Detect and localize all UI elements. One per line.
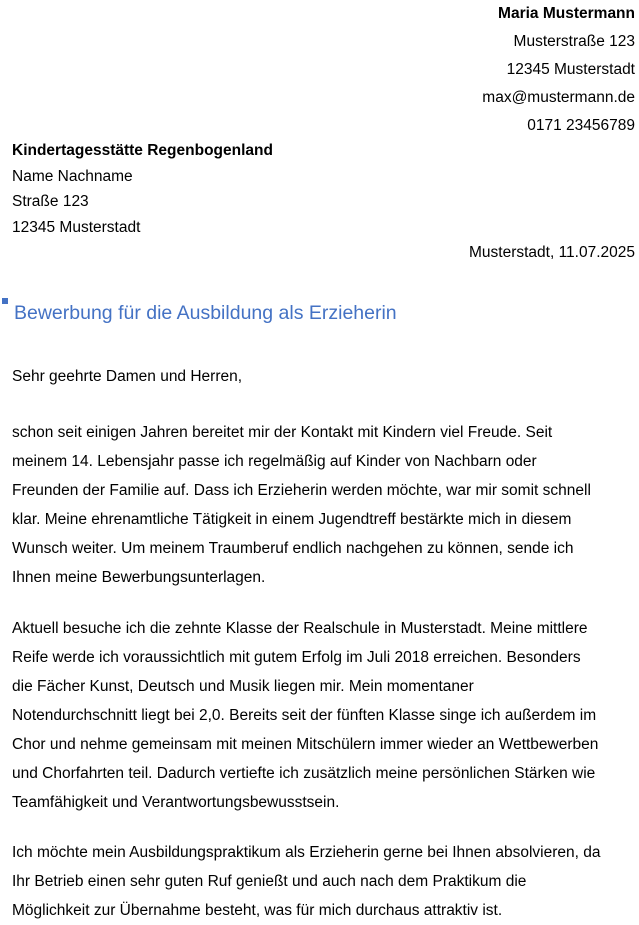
- paragraph-line: meinem 14. Lebensjahr passe ich regelmäßig auf Kinder von Nachbarn oder: [12, 453, 537, 470]
- paragraph-1: [12, 418, 638, 592]
- letter-subject: Bewerbung für die Ausbildung als Erzieherin: [14, 302, 397, 324]
- sender-name: Maria Mustermann: [498, 5, 635, 22]
- paragraph-line: Ihr Betrieb einen sehr guten Ruf genießt und auch nach dem Praktikum die: [12, 873, 527, 890]
- paragraph-line: klar. Meine ehrenamtliche Tätigkeit in einem Jugendtreff bestärkte mich in diesem: [12, 511, 572, 528]
- paragraph-line: Teamfähigkeit und Verantwortungsbewusstsein.: [12, 794, 340, 811]
- sender-phone: 0171 23456789: [527, 117, 635, 134]
- sender-city: 12345 Musterstadt: [506, 61, 635, 78]
- salutation: Sehr geehrte Damen und Herren,: [12, 368, 243, 385]
- paragraph-line: Ich möchte mein Ausbildungspraktikum als Erzieherin gerne bei Ihnen absolvieren, da: [12, 844, 601, 861]
- recipient-street: Straße 123: [12, 193, 89, 210]
- sender-email: max@mustermann.de: [482, 89, 635, 106]
- paragraph-line: schon seit einigen Jahren bereitet mir der Kontakt mit Kindern viel Freude. Seit: [12, 424, 553, 441]
- heading-marker: [2, 298, 8, 304]
- paragraph-line: Reife werde ich voraussichtlich mit gutem Erfolg im Juli 2018 erreichen. Besonders: [12, 649, 581, 666]
- paragraph-line: die Fächer Kunst, Deutsch und Musik liegen mir. Mein momentaner: [12, 678, 474, 695]
- recipient-city: 12345 Musterstadt: [12, 218, 141, 236]
- paragraph-line: Möglichkeit zur Übernahme besteht, was für mich durchaus attraktiv ist.: [12, 902, 503, 919]
- paragraph-3: [12, 838, 638, 925]
- paragraph-2: [12, 614, 638, 817]
- paragraph-line: Notendurchschnitt liegt bei 2,0. Bereits seit der fünften Klasse singe ich außerdem im: [12, 707, 597, 724]
- sender-street: Musterstraße 123: [513, 33, 635, 50]
- paragraph-line: Ihnen meine Bewerbungsunterlagen.: [12, 569, 266, 586]
- recipient-block: [12, 138, 273, 240]
- paragraph-line: und Chorfahrten teil. Dadurch vertiefte ich zusätzlich meine persönlichen Stärken wie: [12, 765, 596, 782]
- sender-block: [482, 0, 635, 140]
- recipient-contact: Name Nachname: [12, 167, 133, 185]
- paragraph-line: Chor und nehme gemeinsam mit meinen Mitschülern immer wieder an Wettbewerben: [12, 736, 599, 753]
- letter-date: Musterstadt, 11.07.2025: [468, 244, 635, 261]
- recipient-organization: Kindertagesstätte Regenbogenland: [12, 142, 273, 159]
- paragraph-line: Freunden der Familie auf. Dass ich Erzieherin werden möchte, war mir somit schnell: [12, 482, 591, 499]
- paragraph-line: Wunsch weiter. Um meinem Traumberuf endlich nachgehen zu können, sende ich: [12, 540, 574, 557]
- paragraph-line: Aktuell besuche ich die zehnte Klasse der Realschule in Musterstadt. Meine mittlere: [12, 620, 588, 637]
